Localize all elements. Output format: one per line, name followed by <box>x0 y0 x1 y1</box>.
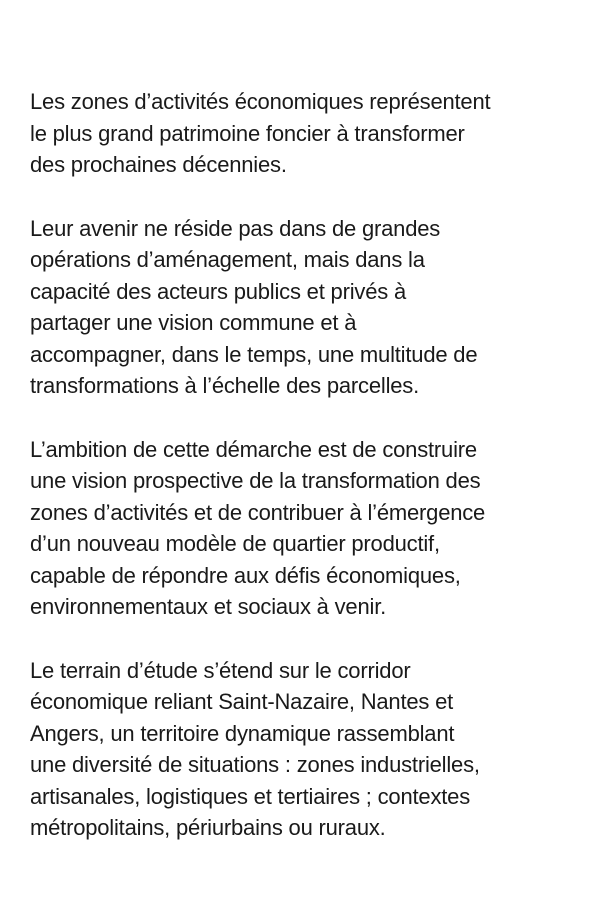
paragraph-line: capable de répondre aux défis économiques, <box>30 562 461 588</box>
paragraph-line: une diversité de situations : zones industrielles, <box>30 752 480 777</box>
paragraph-line: métropolitains, périurbains ou ruraux. <box>30 815 386 840</box>
paragraph-line: économique reliant Saint-Nazaire, Nantes et <box>30 689 454 714</box>
paragraph-1 <box>30 86 614 181</box>
paragraph-line: Le terrain d’étude s’étend sur le corridor <box>30 657 411 683</box>
paragraph-line: d’un nouveau modèle de quartier productif, <box>30 531 440 556</box>
paragraph-line: partager une vision commune et à <box>30 310 357 335</box>
paragraph-line: zones d’activités et de contribuer à l’émergence <box>30 499 486 525</box>
paragraph-line: accompagner, dans le temps, une multitude de <box>30 341 478 367</box>
paragraph-line: artisanales, logistiques et tertiaires ; contextes <box>30 783 471 809</box>
paragraph-line: Angers, un territoire dynamique rassemblant <box>30 720 455 746</box>
paragraph-line: L’ambition de cette démarche est de construire <box>30 436 477 462</box>
paragraph-line: opérations d’aménagement, mais dans la <box>30 247 425 272</box>
paragraph-line: le plus grand patrimoine foncier à transformer <box>30 120 465 146</box>
paragraph-2 <box>30 213 614 402</box>
paragraph-line: capacité des acteurs publics et privés à <box>30 278 406 304</box>
paragraph-line: environnementaux et sociaux à venir. <box>30 594 387 619</box>
paragraph-line: une vision prospective de la transformation des <box>30 468 481 493</box>
paragraph-3 <box>30 434 614 623</box>
paragraph-line: des prochaines décennies. <box>30 152 287 177</box>
text-body <box>30 86 614 876</box>
paragraph-line: Leur avenir ne réside pas dans de grandes <box>30 215 441 241</box>
paragraph-4 <box>30 655 614 844</box>
paragraph-line: transformations à l’échelle des parcelles. <box>30 373 420 398</box>
paragraph-line: Les zones d’activités économiques représentent <box>30 89 491 114</box>
